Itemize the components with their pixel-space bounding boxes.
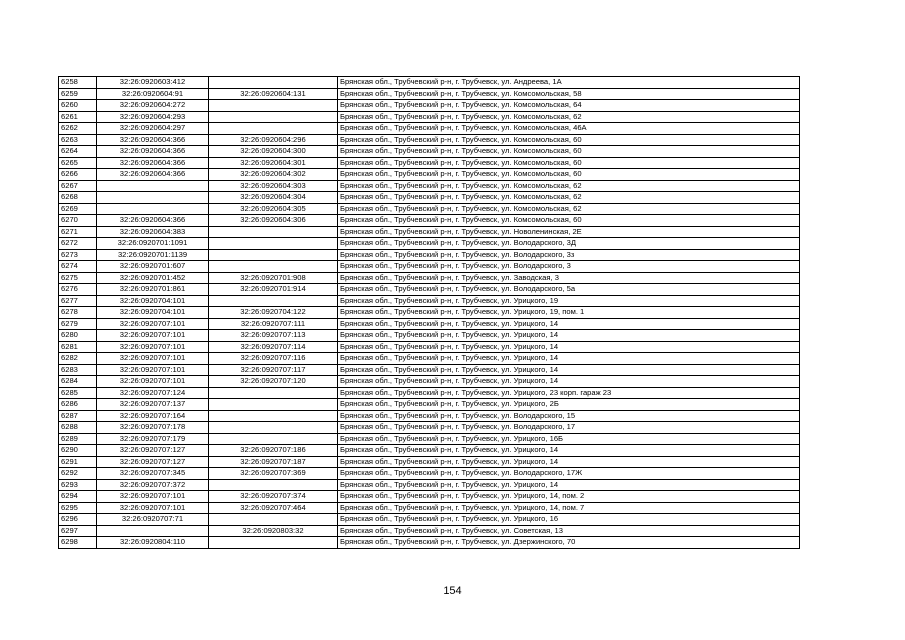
- related-cadastral-number-cell: 32:26:0920707:116: [209, 353, 338, 365]
- address-cell: Брянская обл., Трубчевский р-н, г. Трубчевск, ул. Новоленинская, 2Е: [338, 226, 800, 238]
- address-cell: Брянская обл., Трубчевский р-н, г. Трубчевск, ул. Урицкого, 14: [338, 330, 800, 342]
- cadastral-number-cell: 32:26:0920701:1091: [97, 238, 209, 250]
- table-row: [59, 203, 800, 215]
- table-row: [59, 399, 800, 411]
- cadastral-number-cell: 32:26:0920704:101: [97, 307, 209, 319]
- table-row: [59, 330, 800, 342]
- address-cell: Брянская обл., Трубчевский р-н, г. Трубчевск, ул. Володарского, 5а: [338, 284, 800, 296]
- address-cell: Брянская обл., Трубчевский р-н, г. Трубчевск, ул. Урицкого, 14: [338, 364, 800, 376]
- related-cadastral-number-cell: 32:26:0920707:117: [209, 364, 338, 376]
- row-number-cell: 6269: [59, 203, 97, 215]
- cadastral-number-cell: 32:26:0920707:101: [97, 318, 209, 330]
- related-cadastral-number-cell: 32:26:0920701:908: [209, 272, 338, 284]
- row-number-cell: 6284: [59, 376, 97, 388]
- address-cell: Брянская обл., Трубчевский р-н, г. Трубчевск, ул. Урицкого, 23 корп. гараж 23: [338, 387, 800, 399]
- related-cadastral-number-cell: [209, 261, 338, 273]
- row-number-cell: 6280: [59, 330, 97, 342]
- cadastral-number-cell: 32:26:0920707:71: [97, 514, 209, 526]
- address-cell: Брянская обл., Трубчевский р-н, г. Трубчевск, ул. Урицкого, 14: [338, 456, 800, 468]
- row-number-cell: 6286: [59, 399, 97, 411]
- row-number-cell: 6260: [59, 100, 97, 112]
- table-row: [59, 77, 800, 89]
- related-cadastral-number-cell: [209, 111, 338, 123]
- address-cell: Брянская обл., Трубчевский р-н, г. Трубчевск, ул. Володарского, 17: [338, 422, 800, 434]
- related-cadastral-number-cell: 32:26:0920707:114: [209, 341, 338, 353]
- cadastral-number-cell: 32:26:0920604:366: [97, 146, 209, 158]
- related-cadastral-number-cell: [209, 422, 338, 434]
- cadastral-number-cell: 32:26:0920604:366: [97, 169, 209, 181]
- row-number-cell: 6282: [59, 353, 97, 365]
- cadastral-number-cell: 32:26:0920604:91: [97, 88, 209, 100]
- address-cell: Брянская обл., Трубчевский р-н, г. Трубчевск, ул. Комсомольская, 62: [338, 180, 800, 192]
- address-cell: Брянская обл., Трубчевский р-н, г. Трубчевск, ул. Володарского, 3з: [338, 249, 800, 261]
- table-row: [59, 341, 800, 353]
- address-cell: Брянская обл., Трубчевский р-н, г. Трубчевск, ул. Дзержинского, 70: [338, 537, 800, 549]
- table-row: [59, 353, 800, 365]
- table-row: [59, 456, 800, 468]
- table-row: [59, 123, 800, 135]
- cadastral-number-cell: 32:26:0920604:293: [97, 111, 209, 123]
- row-number-cell: 6275: [59, 272, 97, 284]
- row-number-cell: 6261: [59, 111, 97, 123]
- related-cadastral-number-cell: 32:26:0920707:113: [209, 330, 338, 342]
- table-row: [59, 134, 800, 146]
- related-cadastral-number-cell: [209, 77, 338, 89]
- table-row: [59, 249, 800, 261]
- row-number-cell: 6279: [59, 318, 97, 330]
- row-number-cell: 6289: [59, 433, 97, 445]
- table-row: [59, 433, 800, 445]
- row-number-cell: 6295: [59, 502, 97, 514]
- cadastral-number-cell: [97, 192, 209, 204]
- address-cell: Брянская обл., Трубчевский р-н, г. Трубчевск, ул. Комсомольская, 62: [338, 203, 800, 215]
- cadastral-number-cell: 32:26:0920604:366: [97, 215, 209, 227]
- row-number-cell: 6270: [59, 215, 97, 227]
- related-cadastral-number-cell: 32:26:0920604:131: [209, 88, 338, 100]
- cadastral-number-cell: 32:26:0920707:101: [97, 364, 209, 376]
- row-number-cell: 6273: [59, 249, 97, 261]
- table-row: [59, 387, 800, 399]
- address-cell: Брянская обл., Трубчевский р-н, г. Трубчевск, ул. Комсомольская, 60: [338, 146, 800, 158]
- row-number-cell: 6277: [59, 295, 97, 307]
- cadastral-number-cell: 32:26:0920707:127: [97, 456, 209, 468]
- cadastral-number-cell: 32:26:0920707:127: [97, 445, 209, 457]
- address-cell: Брянская обл., Трубчевский р-н, г. Трубчевск, ул. Советская, 13: [338, 525, 800, 537]
- registry-table-body: [59, 77, 800, 549]
- table-row: [59, 445, 800, 457]
- address-cell: Брянская обл., Трубчевский р-н, г. Трубчевск, ул. Урицкого, 14, пом. 7: [338, 502, 800, 514]
- cadastral-number-cell: 32:26:0920707:178: [97, 422, 209, 434]
- address-cell: Брянская обл., Трубчевский р-н, г. Трубчевск, ул. Урицкого, 19: [338, 295, 800, 307]
- related-cadastral-number-cell: 32:26:0920707:187: [209, 456, 338, 468]
- cadastral-number-cell: 32:26:0920604:297: [97, 123, 209, 135]
- row-number-cell: 6283: [59, 364, 97, 376]
- cadastral-number-cell: 32:26:0920707:164: [97, 410, 209, 422]
- related-cadastral-number-cell: [209, 226, 338, 238]
- related-cadastral-number-cell: 32:26:0920707:464: [209, 502, 338, 514]
- table-row: [59, 525, 800, 537]
- related-cadastral-number-cell: [209, 295, 338, 307]
- related-cadastral-number-cell: [209, 433, 338, 445]
- related-cadastral-number-cell: 32:26:0920701:914: [209, 284, 338, 296]
- table-row: [59, 502, 800, 514]
- address-cell: Брянская обл., Трубчевский р-н, г. Трубчевск, ул. Урицкого, 2Б: [338, 399, 800, 411]
- cadastral-number-cell: 32:26:0920707:101: [97, 502, 209, 514]
- row-number-cell: 6276: [59, 284, 97, 296]
- cadastral-number-cell: [97, 525, 209, 537]
- cadastral-number-cell: 32:26:0920704:101: [97, 295, 209, 307]
- address-cell: Брянская обл., Трубчевский р-н, г. Трубчевск, ул. Володарского, 15: [338, 410, 800, 422]
- address-cell: Брянская обл., Трубчевский р-н, г. Трубчевск, ул. Комсомольская, 58: [338, 88, 800, 100]
- row-number-cell: 6259: [59, 88, 97, 100]
- table-row: [59, 284, 800, 296]
- table-row: [59, 295, 800, 307]
- row-number-cell: 6298: [59, 537, 97, 549]
- address-cell: Брянская обл., Трубчевский р-н, г. Трубчевск, ул. Володарского, 17Ж: [338, 468, 800, 480]
- address-cell: Брянская обл., Трубчевский р-н, г. Трубчевск, ул. Урицкого, 14, пом. 2: [338, 491, 800, 503]
- address-cell: Брянская обл., Трубчевский р-н, г. Трубчевск, ул. Комсомольская, 62: [338, 192, 800, 204]
- cadastral-number-cell: 32:26:0920701:452: [97, 272, 209, 284]
- table-row: [59, 157, 800, 169]
- table-row: [59, 318, 800, 330]
- table-row: [59, 238, 800, 250]
- table-row: [59, 376, 800, 388]
- row-number-cell: 6285: [59, 387, 97, 399]
- address-cell: Брянская обл., Трубчевский р-н, г. Трубчевск, ул. Урицкого, 14: [338, 479, 800, 491]
- cadastral-number-cell: [97, 203, 209, 215]
- table-row: [59, 88, 800, 100]
- row-number-cell: 6267: [59, 180, 97, 192]
- table-row: [59, 410, 800, 422]
- cadastral-number-cell: 32:26:0920604:366: [97, 157, 209, 169]
- table-row: [59, 272, 800, 284]
- address-cell: Брянская обл., Трубчевский р-н, г. Трубчевск, ул. Урицкого, 14: [338, 341, 800, 353]
- related-cadastral-number-cell: [209, 100, 338, 112]
- table-row: [59, 180, 800, 192]
- related-cadastral-number-cell: 32:26:0920604:303: [209, 180, 338, 192]
- row-number-cell: 6288: [59, 422, 97, 434]
- table-row: [59, 491, 800, 503]
- row-number-cell: 6271: [59, 226, 97, 238]
- table-row: [59, 100, 800, 112]
- row-number-cell: 6281: [59, 341, 97, 353]
- address-cell: Брянская обл., Трубчевский р-н, г. Трубчевск, ул. Володарского, 3: [338, 261, 800, 273]
- row-number-cell: 6290: [59, 445, 97, 457]
- related-cadastral-number-cell: 32:26:0920604:296: [209, 134, 338, 146]
- table-row: [59, 514, 800, 526]
- related-cadastral-number-cell: 32:26:0920707:374: [209, 491, 338, 503]
- address-cell: Брянская обл., Трубчевский р-н, г. Трубчевск, ул. Урицкого, 14: [338, 376, 800, 388]
- row-number-cell: 6274: [59, 261, 97, 273]
- cadastral-number-cell: 32:26:0920707:101: [97, 353, 209, 365]
- row-number-cell: 6272: [59, 238, 97, 250]
- registry-table: [58, 76, 800, 549]
- row-number-cell: 6262: [59, 123, 97, 135]
- cadastral-number-cell: 32:26:0920701:607: [97, 261, 209, 273]
- address-cell: Брянская обл., Трубчевский р-н, г. Трубчевск, ул. Комсомольская, 60: [338, 215, 800, 227]
- related-cadastral-number-cell: 32:26:0920604:300: [209, 146, 338, 158]
- related-cadastral-number-cell: [209, 123, 338, 135]
- cadastral-number-cell: 32:26:0920804:110: [97, 537, 209, 549]
- related-cadastral-number-cell: 32:26:0920604:302: [209, 169, 338, 181]
- related-cadastral-number-cell: [209, 410, 338, 422]
- related-cadastral-number-cell: 32:26:0920707:369: [209, 468, 338, 480]
- cadastral-number-cell: 32:26:0920707:137: [97, 399, 209, 411]
- table-row: [59, 307, 800, 319]
- table-row: [59, 146, 800, 158]
- cadastral-number-cell: 32:26:0920707:179: [97, 433, 209, 445]
- table-row: [59, 215, 800, 227]
- table-row: [59, 364, 800, 376]
- row-number-cell: 6264: [59, 146, 97, 158]
- cadastral-number-cell: 32:26:0920707:124: [97, 387, 209, 399]
- address-cell: Брянская обл., Трубчевский р-н, г. Трубчевск, ул. Урицкого, 19, пом. 1: [338, 307, 800, 319]
- page-number: 154: [443, 585, 462, 597]
- address-cell: Брянская обл., Трубчевский р-н, г. Трубчевск, ул. Комсомольская, 64: [338, 100, 800, 112]
- table-row: [59, 226, 800, 238]
- table-row: [59, 479, 800, 491]
- related-cadastral-number-cell: 32:26:0920704:122: [209, 307, 338, 319]
- cadastral-number-cell: 32:26:0920604:272: [97, 100, 209, 112]
- address-cell: Брянская обл., Трубчевский р-н, г. Трубчевск, ул. Заводская, 3: [338, 272, 800, 284]
- row-number-cell: 6296: [59, 514, 97, 526]
- cadastral-number-cell: 32:26:0920707:345: [97, 468, 209, 480]
- address-cell: Брянская обл., Трубчевский р-н, г. Трубчевск, ул. Комсомольская, 46А: [338, 123, 800, 135]
- cadastral-number-cell: 32:26:0920701:1139: [97, 249, 209, 261]
- cadastral-number-cell: [97, 180, 209, 192]
- row-number-cell: 6291: [59, 456, 97, 468]
- row-number-cell: 6294: [59, 491, 97, 503]
- cadastral-number-cell: 32:26:0920707:101: [97, 330, 209, 342]
- cadastral-number-cell: 32:26:0920707:101: [97, 491, 209, 503]
- address-cell: Брянская обл., Трубчевский р-н, г. Трубчевск, ул. Урицкого, 14: [338, 318, 800, 330]
- row-number-cell: 6292: [59, 468, 97, 480]
- related-cadastral-number-cell: 32:26:0920707:111: [209, 318, 338, 330]
- cadastral-number-cell: 32:26:0920701:861: [97, 284, 209, 296]
- related-cadastral-number-cell: [209, 387, 338, 399]
- related-cadastral-number-cell: 32:26:0920604:306: [209, 215, 338, 227]
- related-cadastral-number-cell: [209, 537, 338, 549]
- address-cell: Брянская обл., Трубчевский р-н, г. Трубчевск, ул. Урицкого, 14: [338, 353, 800, 365]
- related-cadastral-number-cell: 32:26:0920604:301: [209, 157, 338, 169]
- related-cadastral-number-cell: 32:26:0920707:120: [209, 376, 338, 388]
- table-row: [59, 169, 800, 181]
- cadastral-number-cell: 32:26:0920707:101: [97, 341, 209, 353]
- cadastral-number-cell: 32:26:0920707:372: [97, 479, 209, 491]
- table-row: [59, 468, 800, 480]
- row-number-cell: 6278: [59, 307, 97, 319]
- address-cell: Брянская обл., Трубчевский р-н, г. Трубчевск, ул. Андреева, 1А: [338, 77, 800, 89]
- table-row: [59, 261, 800, 273]
- table-row: [59, 192, 800, 204]
- row-number-cell: 6293: [59, 479, 97, 491]
- address-cell: Брянская обл., Трубчевский р-н, г. Трубчевск, ул. Комсомольская, 62: [338, 111, 800, 123]
- related-cadastral-number-cell: 32:26:0920604:305: [209, 203, 338, 215]
- related-cadastral-number-cell: 32:26:0920707:186: [209, 445, 338, 457]
- cadastral-number-cell: 32:26:0920707:101: [97, 376, 209, 388]
- row-number-cell: 6268: [59, 192, 97, 204]
- related-cadastral-number-cell: [209, 238, 338, 250]
- address-cell: Брянская обл., Трубчевский р-н, г. Трубчевск, ул. Комсомольская, 60: [338, 157, 800, 169]
- related-cadastral-number-cell: [209, 479, 338, 491]
- table-row: [59, 111, 800, 123]
- address-cell: Брянская обл., Трубчевский р-н, г. Трубчевск, ул. Урицкого, 16: [338, 514, 800, 526]
- cadastral-number-cell: 32:26:0920603:412: [97, 77, 209, 89]
- related-cadastral-number-cell: [209, 514, 338, 526]
- row-number-cell: 6263: [59, 134, 97, 146]
- row-number-cell: 6265: [59, 157, 97, 169]
- cadastral-number-cell: 32:26:0920604:366: [97, 134, 209, 146]
- table-row: [59, 537, 800, 549]
- address-cell: Брянская обл., Трубчевский р-н, г. Трубчевск, ул. Комсомольская, 60: [338, 134, 800, 146]
- related-cadastral-number-cell: 32:26:0920604:304: [209, 192, 338, 204]
- row-number-cell: 6287: [59, 410, 97, 422]
- address-cell: Брянская обл., Трубчевский р-н, г. Трубчевск, ул. Урицкого, 14: [338, 445, 800, 457]
- row-number-cell: 6297: [59, 525, 97, 537]
- cadastral-number-cell: 32:26:0920604:383: [97, 226, 209, 238]
- address-cell: Брянская обл., Трубчевский р-н, г. Трубчевск, ул. Урицкого, 16Б: [338, 433, 800, 445]
- related-cadastral-number-cell: [209, 399, 338, 411]
- address-cell: Брянская обл., Трубчевский р-н, г. Трубчевск, ул. Володарского, 3Д: [338, 238, 800, 250]
- related-cadastral-number-cell: [209, 249, 338, 261]
- table-row: [59, 422, 800, 434]
- row-number-cell: 6266: [59, 169, 97, 181]
- row-number-cell: 6258: [59, 77, 97, 89]
- related-cadastral-number-cell: 32:26:0920803:32: [209, 525, 338, 537]
- address-cell: Брянская обл., Трубчевский р-н, г. Трубчевск, ул. Комсомольская, 60: [338, 169, 800, 181]
